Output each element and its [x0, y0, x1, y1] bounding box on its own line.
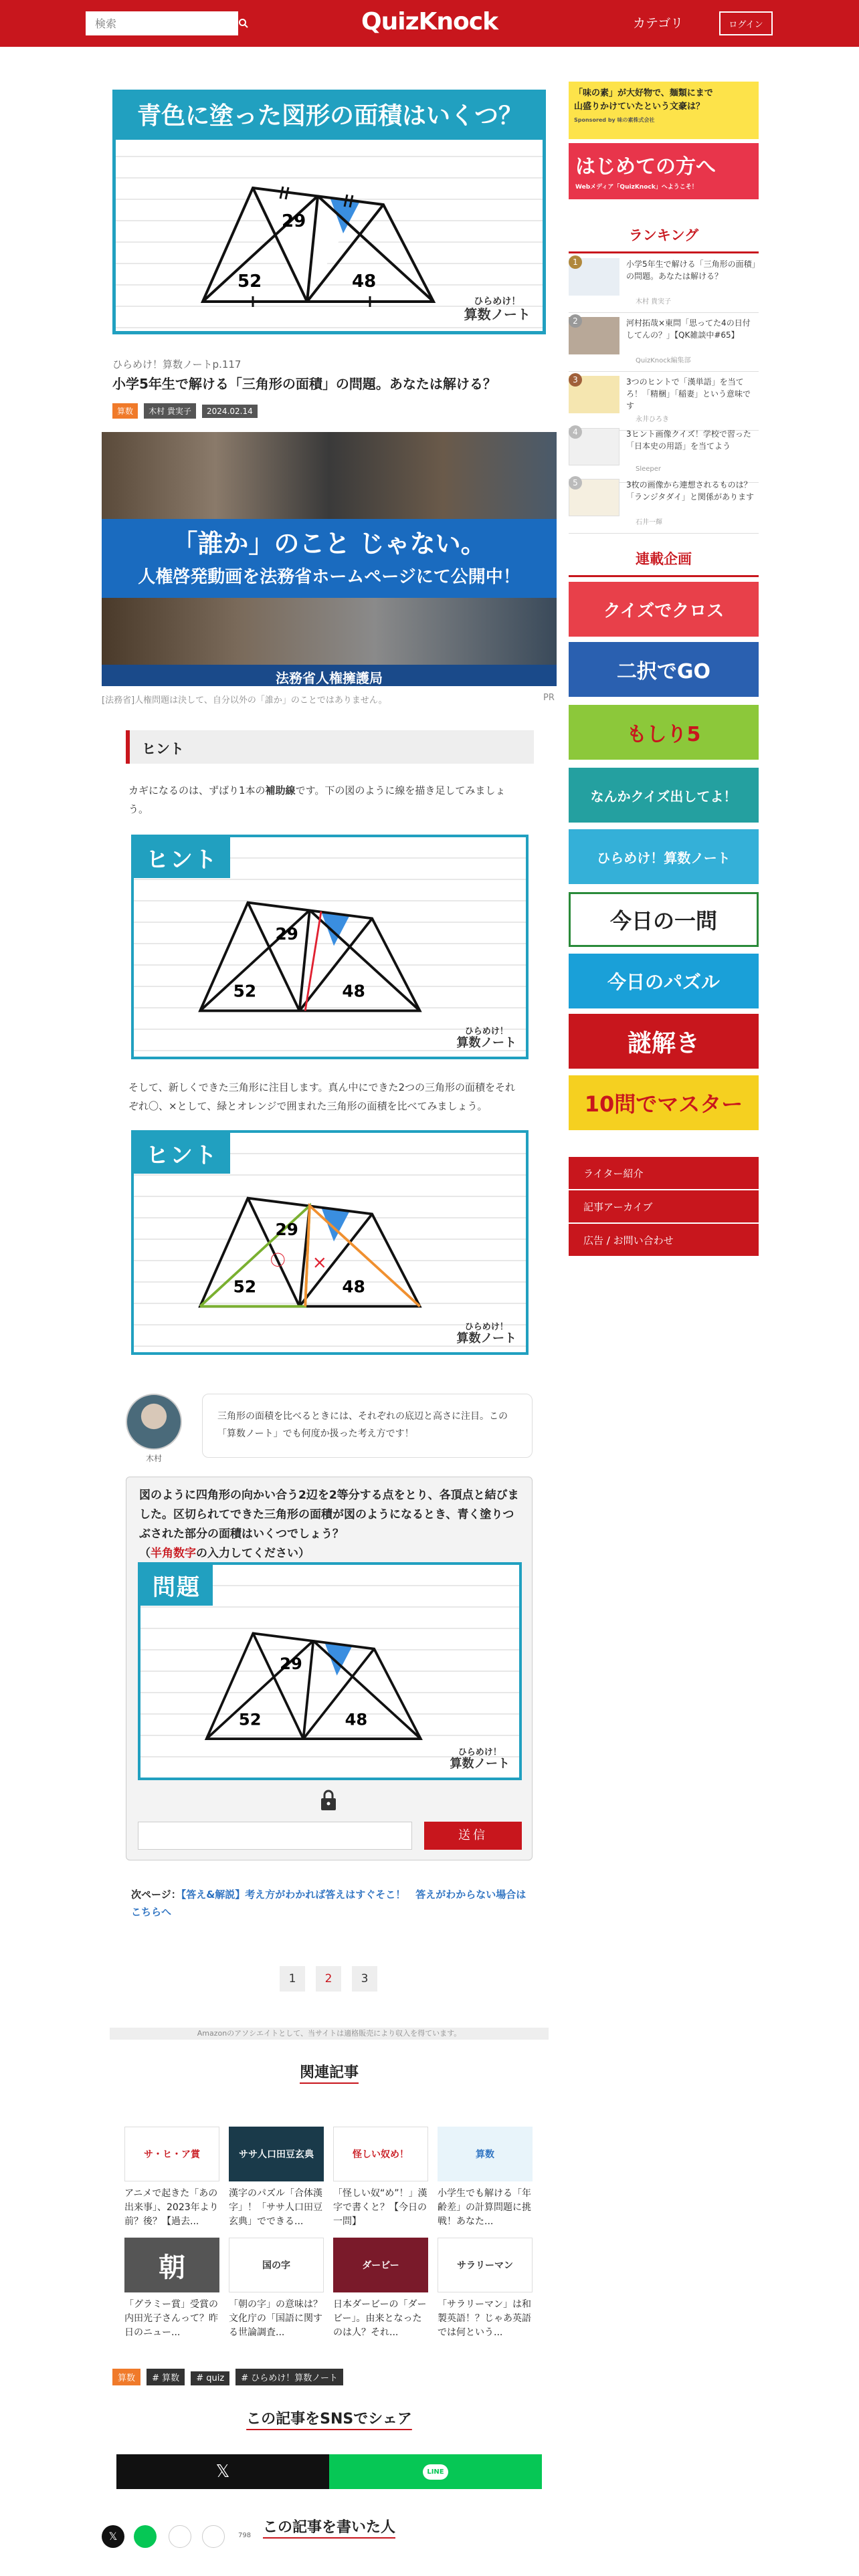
related-title: 小学生でも解ける「年齢差」の計算問題に挑戦！あなた...: [438, 2188, 531, 2227]
rank-number: 3: [569, 373, 582, 387]
page-3[interactable]: 3: [352, 1966, 377, 1992]
question-label: 問題: [140, 1565, 213, 1606]
series-logo: ひらめけ！ 算数ノート: [464, 296, 531, 322]
hero-figure: [112, 90, 546, 334]
hint-figure-1: [131, 835, 529, 1059]
related-title: 「サラリーマン」は和製英語！？じゃあ英語では何という...: [438, 2299, 531, 2338]
series-banner[interactable]: ひらめけ！算数ノート: [569, 829, 759, 884]
related-thumb: ダービー: [333, 2238, 428, 2292]
ranking-author: 木村 貴実子: [636, 298, 672, 306]
amazon-note: Amazonのアソシエイトとして、当サイトは適格販売により収入を得ています。: [110, 2028, 549, 2040]
answer-input[interactable]: [138, 1822, 412, 1850]
share-count: 798: [238, 2532, 252, 2539]
site-logo[interactable]: QuizKnock: [361, 8, 498, 35]
ranking-author: 石井一輝: [636, 519, 662, 526]
ranking-author: 永井ひろき: [636, 416, 669, 423]
ranking-heading: ランキング: [569, 225, 759, 253]
ranking-title: 3枚の画像から連想されるものは？「ランジタダイ」と関係があります: [626, 480, 754, 502]
hint-heading: ヒント: [126, 730, 534, 764]
ranking-title: 小学5年生で解ける「三角形の面積」の問題。あなたは解ける？: [626, 259, 756, 281]
hint-text: カギになるのは、ずばり1本の補助線です。下の図のように線を描き足してみましょう。: [128, 784, 506, 815]
sidebar-link-archive[interactable]: 記事アーカイブ: [569, 1190, 759, 1222]
related-heading: 関連記事: [299, 2064, 359, 2081]
hero-title: 青色に塗った図形の面積はいくつ？: [116, 93, 544, 140]
site-header: [0, 0, 859, 47]
float-x-icon[interactable]: 𝕏: [102, 2525, 124, 2548]
speech-bubble: 三角形の面積を比べるときには、それぞれの底辺と高さに注目。この「算数ノート」でも何度か扱った考え方です！: [202, 1394, 533, 1458]
series-logo: ひらめけ！ 算数ノート: [450, 1747, 510, 1772]
related-thumb: サ・ヒ・ア賞: [124, 2127, 219, 2181]
search-icon: [238, 18, 249, 29]
cross-mark: ×: [312, 1252, 328, 1273]
ranking-author: Sleeper: [636, 465, 662, 473]
ranking-item[interactable]: [569, 424, 759, 483]
related-item[interactable]: [229, 2238, 324, 2340]
related-thumb: 朝: [124, 2238, 219, 2292]
rank-number: 4: [569, 425, 582, 439]
sidebar-link-contact[interactable]: 広告 / お問い合わせ: [569, 1224, 759, 1256]
related-thumb: 算数: [438, 2127, 533, 2181]
related-thumb: サラリーマン: [438, 2238, 533, 2292]
author-tag[interactable]: 木村 貴実子: [144, 403, 196, 419]
related-item[interactable]: [229, 2127, 324, 2229]
ranking-item[interactable]: [569, 475, 759, 534]
search-box: [86, 11, 238, 35]
related-title: アニメで起きた「あの出来事」、2023年より前？後？【過去...: [124, 2188, 219, 2227]
tag[interactable]: # quiz: [191, 2371, 229, 2385]
related-item[interactable]: [333, 2238, 428, 2340]
lock-icon: [320, 1790, 337, 1811]
related-item[interactable]: [124, 2238, 219, 2340]
rank-number: 1: [569, 255, 582, 269]
ranking-item[interactable]: [569, 372, 759, 431]
avatar-name: 木村: [145, 1454, 162, 1463]
series-logo: ひらめけ！ 算数ノート: [456, 1321, 516, 1346]
related-item[interactable]: [438, 2238, 533, 2340]
question-diagram: [194, 1602, 455, 1757]
area-label-52: 52: [237, 272, 262, 292]
ranking-author: QuizKnock編集部: [636, 357, 691, 364]
related-thumb: 国の字: [229, 2238, 324, 2292]
avatar: [126, 1394, 182, 1450]
related-title: 漢字のパズル「合体漢字」！「ササ人口田豆玄典」でできる...: [229, 2188, 322, 2227]
ranking-title: 河村拓哉×東問「思ってた4の日付してんの？」【QK雑談中#65】: [626, 318, 751, 340]
login-button[interactable]: ログイン: [719, 11, 773, 35]
hint2-text: そして、新しくできた三角形に注目します。真ん中にできた2つの三角形の面積をそれぞれ〇、×として、緑とオレンジで囲まれた三角形の面積を比べてみましょう。: [128, 1081, 516, 1112]
article-meta: [112, 403, 260, 419]
category-menu[interactable]: カテゴリ: [633, 16, 684, 31]
question-figure: [138, 1562, 522, 1780]
page-2[interactable]: 2: [316, 1966, 341, 1992]
ad-subheadline: 人権啓発動画を法務省ホームページにて公開中！: [138, 567, 520, 587]
next-page-link[interactable]: 次ページ：【答え&解説】考え方がわかれば答えはすぐそこ！ 答えがわからない場合はこちらへ: [131, 1889, 527, 1918]
search-input[interactable]: [87, 13, 237, 34]
trapezoid-diagram: [189, 154, 470, 322]
tag-list: [112, 2369, 346, 2385]
welcome-banner[interactable]: はじめての方へ Webメディア「QuizKnock」へようこそ！: [569, 143, 759, 199]
share-line-button[interactable]: [329, 2454, 542, 2489]
submit-button[interactable]: 送信: [424, 1822, 522, 1850]
ad-caption[interactable]: [法務省]人権問題は決して、自分以外の「誰か」のことではありません。: [102, 695, 387, 706]
area-label-48: 48: [345, 1710, 368, 1729]
search-button[interactable]: [237, 13, 249, 34]
related-title: 「グラミー賞」受賞の内田光子さんって？昨日のニュー...: [124, 2299, 218, 2338]
tag[interactable]: 算数: [112, 2369, 140, 2385]
series-banner[interactable]: 二択でGO: [569, 642, 759, 697]
ad-org: 法務省人権擁護局: [276, 670, 383, 686]
rank-number: 2: [569, 314, 582, 328]
area-label-29: 29: [275, 1219, 298, 1239]
series-banner[interactable]: 謎解き: [569, 1014, 759, 1069]
date-tag: 2024.02.14: [202, 405, 258, 418]
related-thumb: 怪しい奴め！: [333, 2127, 428, 2181]
hint-diagram-1: [187, 871, 455, 1030]
related-item[interactable]: [124, 2127, 219, 2229]
series-banner[interactable]: クイズでクロス: [569, 582, 759, 637]
hint-label: ヒント: [134, 837, 230, 878]
related-thumb: ササ人口田豆玄典: [229, 2127, 324, 2181]
ranking-title: 3つのヒントで「漢単語」を当てろ！「精梱」「稲妻」という意味です: [626, 377, 751, 411]
related-item[interactable]: [438, 2127, 533, 2229]
question-text: 図のように四角形の向かい合う2辺を2等分する点をとり、各頂点と結びました。区切られてできた三角形の面積が図のようになるとき、青く塗りつぶされた部分の面積はいくつでしょう？ （半角数字の入力してください）: [139, 1489, 519, 1560]
sidebar-link-writers[interactable]: ライター紹介: [569, 1157, 759, 1189]
area-label-48: 48: [342, 1277, 365, 1297]
article-title: 小学5年生で解ける「三角形の面積」の問題。あなたは解ける？: [112, 376, 496, 392]
share-heading: この記事をSNSでシェア: [246, 2411, 412, 2428]
related-item[interactable]: [333, 2127, 428, 2229]
area-label-29: 29: [280, 1654, 302, 1674]
page-1[interactable]: 1: [280, 1966, 305, 1992]
ranking-title: 3ヒント画像クイズ！学校で習った「日本史の用語」を当てよう: [626, 429, 751, 451]
category-tag[interactable]: 算数: [112, 403, 138, 419]
area-label-29: 29: [282, 211, 306, 231]
series-banner[interactable]: 10問でマスター: [569, 1075, 759, 1130]
ad-headline: 「誰か」のこと じゃない。: [172, 529, 486, 558]
circle-mark: 〇: [270, 1252, 286, 1270]
related-title: 日本ダービーの「ダービー」。由来となったのは人？それ...: [333, 2299, 427, 2338]
series-banner[interactable]: 今日のパズル: [569, 954, 759, 1008]
area-label-48: 48: [352, 272, 377, 292]
hint-figure-2: [131, 1130, 529, 1355]
series-name: ひらめけ！算数ノートp.117: [112, 358, 242, 370]
author-heading: この記事を書いた人: [262, 2519, 395, 2536]
sponsor-banner[interactable]: 「味の素」が大好物で、麺類にまで山盛りかけていたという文豪は？ Sponsored by 味の素株式会社: [569, 82, 759, 139]
tag[interactable]: # ひらめけ！算数ノート: [235, 2369, 343, 2385]
series-banner[interactable]: なんかクイズ出してよ！: [569, 768, 759, 823]
ad-pr-label: PR: [543, 693, 555, 703]
tag[interactable]: # 算数: [147, 2369, 185, 2385]
ranking-item[interactable]: [569, 254, 759, 313]
share-x-button[interactable]: 𝕏: [116, 2454, 329, 2489]
related-title: 「怪しい奴“め”！」漢字で書くと？【今日の一問】: [333, 2188, 427, 2227]
series-logo: ひらめけ！ 算数ノート: [456, 1026, 516, 1051]
hint-diagram-2: [187, 1166, 455, 1325]
rank-number: 5: [569, 476, 582, 490]
area-label-52: 52: [233, 1277, 257, 1297]
ranking-item[interactable]: [569, 313, 759, 372]
series-heading: 連載企画: [569, 548, 759, 577]
area-label-52: 52: [233, 981, 257, 1001]
area-label-29: 29: [275, 924, 298, 944]
hint-label: ヒント: [134, 1133, 230, 1174]
area-label-52: 52: [238, 1710, 262, 1729]
ad-banner[interactable]: [102, 432, 557, 686]
line-icon: LINE: [423, 2464, 448, 2480]
series-banner[interactable]: もしり5: [569, 705, 759, 760]
area-label-48: 48: [342, 981, 365, 1001]
series-banner[interactable]: 今日の一問: [569, 892, 759, 947]
related-title: 「朝の字」の意味は？文化庁の「国語に関する世論調査...: [229, 2299, 322, 2338]
